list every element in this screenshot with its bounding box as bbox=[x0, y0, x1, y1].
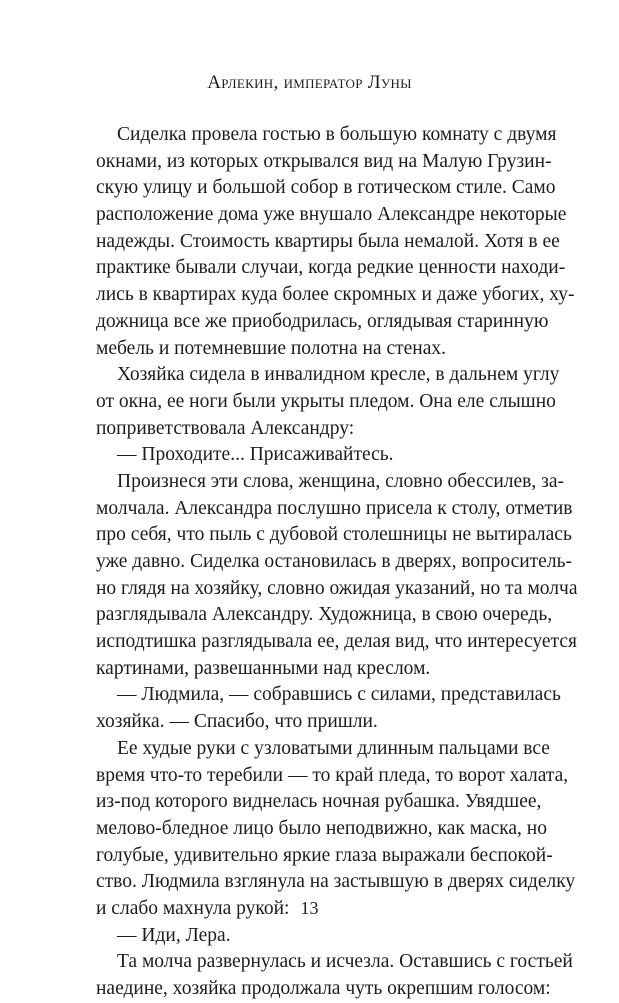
text-line: поприветствовала Александру: bbox=[96, 417, 355, 439]
page-number: 13 bbox=[300, 898, 319, 918]
running-head: Арлекин, император Луны bbox=[207, 72, 412, 93]
text-line: молчала. Александра послушно присела к столу, отметив bbox=[96, 497, 573, 519]
text-line: практике бывали случаи, когда редкие ценности находи- bbox=[96, 257, 566, 279]
text-line: Сиделка провела гостью в большую комнату с двумя bbox=[117, 124, 557, 145]
text-line: уже давно. Сиделка остановилась в дверях, вопроситель- bbox=[96, 551, 572, 572]
text-line: про себя, что пыль с дубовой столешницы не вытиралась bbox=[96, 524, 572, 546]
text-line: и слабо махнула рукой: bbox=[96, 897, 290, 919]
text-line: голубые, удивительно яркие глаза выражали беспокой- bbox=[96, 844, 553, 866]
text-line: надежды. Стоимость квартиры была немалой. Хотя в ее bbox=[96, 230, 560, 252]
text-line: мебель и потемневшие полотна на стенах. bbox=[96, 337, 447, 359]
text-line: лись в квартирах куда более скромных и даже убогих, ху- bbox=[96, 284, 575, 306]
text-line: из-под которого виднелась ночная рубашка. Увядшее, bbox=[96, 791, 542, 813]
text-line: но глядя на хозяйку, словно ожидая указаний, но та молча bbox=[96, 577, 578, 599]
text-line: картинами, развешанными над креслом. bbox=[96, 657, 431, 679]
text-line: Хозяйка сидела в инвалидном кресле, в дальнем углу bbox=[117, 364, 560, 386]
text-line: окнами, из которых открывался вид на Малую Грузин- bbox=[96, 150, 552, 172]
text-line: Та молча развернулась и исчезла. Оставшись с гостьей bbox=[117, 951, 573, 973]
text-line: хозяйка. — Спасибо, что пришли. bbox=[96, 711, 378, 733]
text-line: скую улицу и большой собор в готическом стиле. Само bbox=[96, 177, 556, 199]
text-line: от окна, ее ноги были укрыты пледом. Она еле слышно bbox=[96, 390, 556, 412]
text-line: расположение дома уже внушало Александре некоторые bbox=[96, 204, 567, 226]
text-line: наедине, хозяйка продолжала чуть окрепшим голосом: bbox=[96, 978, 551, 999]
text-line: ство. Людмила взглянула на застывшую в дверях сиделку bbox=[96, 871, 576, 893]
text-line: — Людмила, — собравшись с силами, представилась bbox=[117, 684, 561, 706]
text-line: Произнеся эти слова, женщина, словно обессилев, за- bbox=[117, 470, 564, 492]
text-line: дожница все же приободрилась, оглядывая старинную bbox=[96, 310, 549, 332]
text-line: исподтишка разглядывала ее, делая вид, что интересуется bbox=[96, 631, 577, 653]
text-line: Ее худые руки с узловатыми длинным пальцами все bbox=[117, 737, 550, 759]
body-text bbox=[96, 122, 578, 1003]
text-line: — Проходите... Присаживайтесь. bbox=[117, 444, 394, 466]
text-line: — Иди, Лера. bbox=[117, 924, 231, 946]
text-line: мелово-бледное лицо было неподвижно, как маска, но bbox=[96, 817, 547, 839]
text-line: время что-то теребили — то край пледа, то ворот халата, bbox=[96, 764, 569, 786]
text-line: разглядывала Александру. Художница, в свою очередь, bbox=[96, 604, 553, 626]
